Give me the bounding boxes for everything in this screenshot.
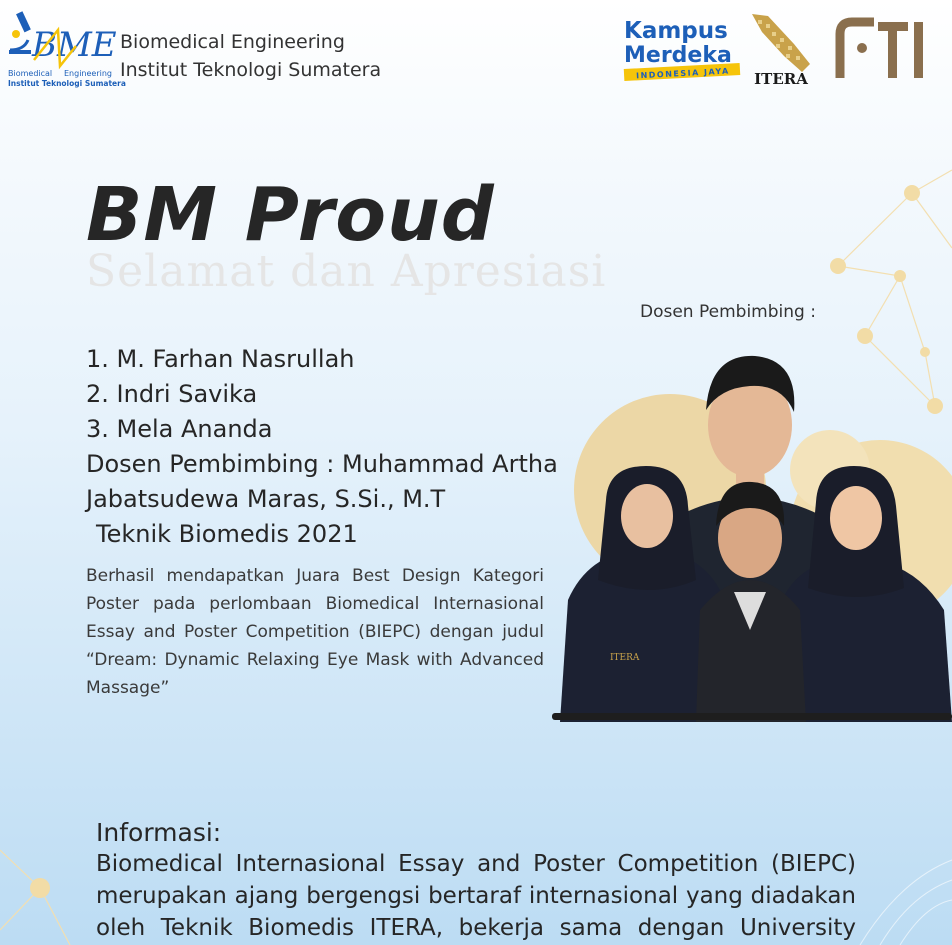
itera-logo — [748, 10, 814, 88]
bme-logo-sub3: Institut Teknologi Sumatera — [8, 79, 126, 88]
member-item-2: 2. Indri Savika — [86, 380, 258, 408]
km-logo-line-3: INDONESIA JAYA — [635, 66, 730, 81]
advisor-line-1: Dosen Pembimbing : Muhammad Artha — [86, 450, 558, 478]
kampus-merdeka-logo — [622, 14, 744, 82]
fti-logo — [834, 18, 926, 80]
info-body: Biomedical Internasional Essay and Poster Competition (BIEPC) merupakan ajang bergengsi bertaraf internasional yang diadakan oleh Teknik Biomedis ITERA, bekerja sama dengan University — [96, 851, 856, 941]
microscope-icon — [9, 11, 31, 54]
fti-logo-text: FTI — [834, 16, 836, 17]
member-list — [86, 342, 558, 552]
itera-logo-text: ITERA — [754, 70, 808, 88]
info-title: Informasi: — [96, 818, 222, 847]
photo-base-bar — [552, 713, 952, 720]
page-title: BM Proud — [86, 172, 495, 258]
program-year: Teknik Biomedis 2021 — [96, 520, 358, 548]
bme-logo-sub1: Biomedical — [8, 69, 53, 78]
member-item-1: 1. M. Farhan Nasrullah — [86, 345, 355, 373]
page-subtitle: Selamat dan Apresiasi — [86, 246, 607, 297]
institution-line-2: Institut Teknologi Sumatera — [120, 59, 382, 81]
bme-logo-text: BME — [32, 25, 117, 65]
institution-line-1: Biomedical Engineering — [120, 31, 345, 53]
svg-text:ITERA: ITERA — [610, 653, 640, 663]
team-photo — [550, 330, 952, 722]
bme-logo-sub2: Engineering — [64, 69, 112, 78]
km-logo-line-1: Kampus — [624, 18, 728, 44]
km-logo-line-2: Merdeka — [624, 43, 732, 68]
member-item-3: 3. Mela Ananda — [86, 415, 273, 443]
bme-logo — [6, 6, 126, 90]
institution-name — [120, 28, 381, 84]
advisor-line-2: Jabatsudewa Maras, S.Si., M.T — [86, 485, 446, 513]
achievement-description: Berhasil mendapatkan Juara Best Design Kategori Poster pada perlombaan Biomedical Internasional Essay and Poster Competition (BIEPC) dengan judul “Dream: Dynamic Relaxing Eye Mask with Advanced Massage” — [86, 566, 544, 698]
sumatera-island-icon — [752, 14, 810, 72]
dosen-caption: Dosen Pembimbing : — [640, 302, 816, 322]
